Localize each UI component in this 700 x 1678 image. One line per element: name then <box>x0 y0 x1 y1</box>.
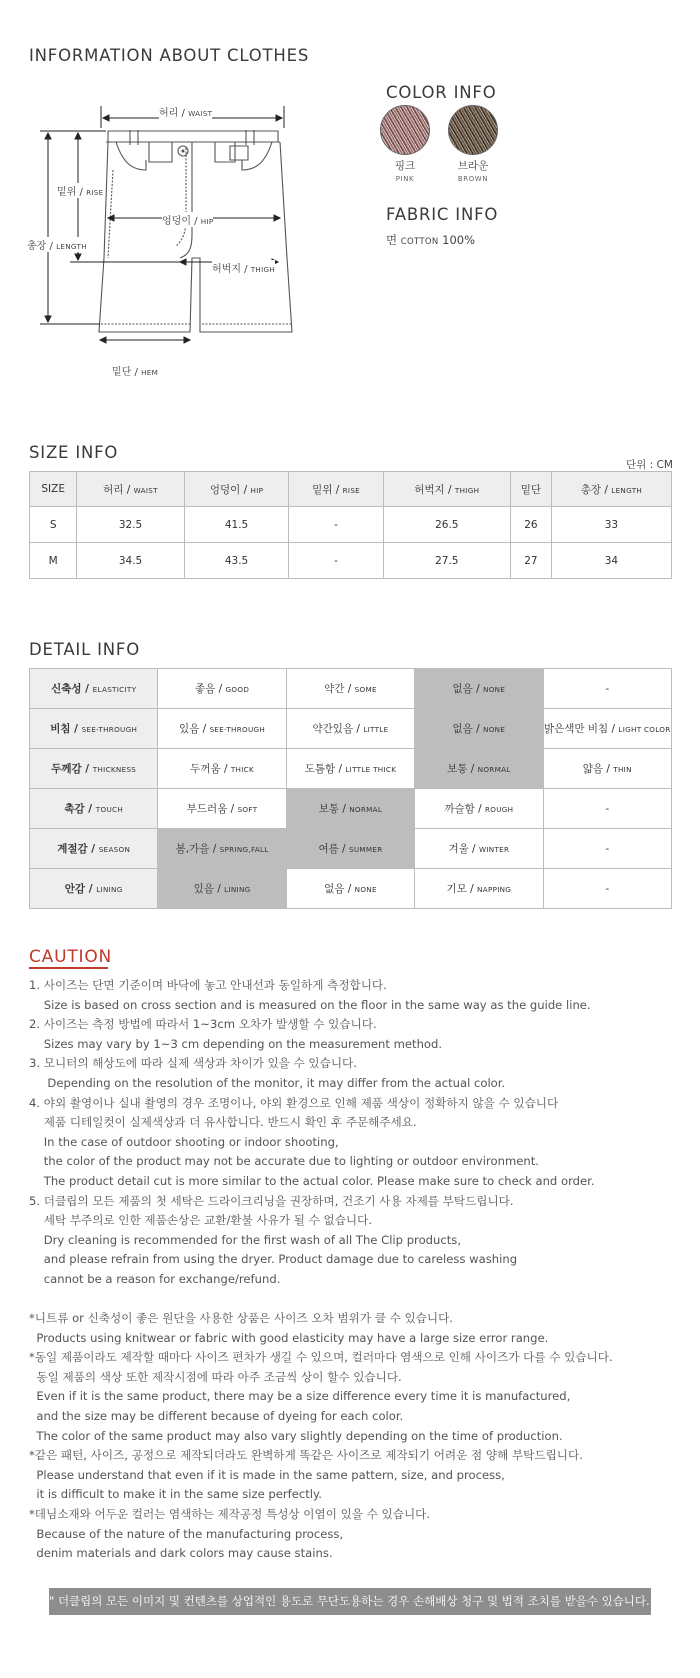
caution-line: Because of the nature of the manufacturing process, <box>29 1526 344 1541</box>
caution-line: 5. 더클립의 모든 제품의 첫 세탁은 드라이크리닝을 권장하며, 건조기 사용 자제를 부탁드립니다. <box>29 1193 514 1208</box>
size-cell: S <box>30 507 77 543</box>
color-sub: BROWN <box>457 175 489 183</box>
color-sub: PINK <box>395 175 415 183</box>
caution-line: *데님소재와 어두운 컬러는 염색하는 제작공정 특성상 이염이 있을 수 있습니다. <box>29 1507 431 1522</box>
table-row <box>30 829 672 869</box>
caution-line: 동일 제품의 색상 또한 제작시점에 따라 아주 조금씩 상이 할수 있습니다. <box>29 1369 402 1384</box>
waist-label: 허리 / WAIST <box>159 104 212 119</box>
detail-cell: 도톰함 / LITTLE THICK <box>286 749 414 789</box>
detail-cell: 좋음 / GOOD <box>158 669 286 709</box>
detail-cell: 부드러움 / SOFT <box>158 789 286 829</box>
info-title: INFORMATION ABOUT CLOTHES <box>29 46 310 65</box>
hem-label: 밑단 / HEM <box>112 367 159 378</box>
pink-swatch <box>380 105 430 155</box>
size-header-cell: 총장 / LENGTH <box>551 472 671 507</box>
caution-line: cannot be a reason for exchange/refund. <box>29 1271 281 1286</box>
size-cell: - <box>289 507 383 543</box>
color-name: 핑크 <box>394 160 416 172</box>
caution-line: *동일 제품이라도 제작할 때마다 사이즈 편차가 생길 수 있으며, 컬러마다 염색으로 인해 사이즈가 다를 수 있습니다. <box>29 1350 613 1365</box>
size-cell: - <box>289 543 383 579</box>
detail-cell: 까슬함 / ROUGH <box>415 789 543 829</box>
size-cell: M <box>30 543 77 579</box>
detail-cell: 있음 / SEE-THROUGH <box>158 709 286 749</box>
size-header-cell: 밑위 / RISE <box>289 472 383 507</box>
caution-line: *니트류 or 신축성이 좋은 원단을 사용한 상품은 사이즈 오차 범위가 클 수 있습니다. <box>29 1311 453 1326</box>
detail-cell: 두꺼움 / THICK <box>158 749 286 789</box>
brown-swatch <box>448 105 498 155</box>
caution-line: The color of the same product may also vary slightly depending on the time of production. <box>29 1428 563 1443</box>
detail-cell: 없음 / NONE <box>286 869 414 909</box>
detail-row-header: 촉감 / TOUCH <box>30 789 158 829</box>
table-row <box>30 543 672 579</box>
size-cell: 43.5 <box>184 543 289 579</box>
caution-line: 1. 사이즈는 단면 기준이며 바닥에 놓고 안내선과 동일하게 측정합니다. <box>29 978 387 992</box>
size-cell: 26 <box>510 507 551 543</box>
detail-cell: 없음 / NONE <box>415 669 543 709</box>
caution-line: 2. 사이즈는 측정 방법에 따라서 1~3cm 오차가 발생할 수 있습니다. <box>29 1017 377 1032</box>
detail-row-header: 안감 / LINING <box>30 869 158 909</box>
detail-cell: 없음 / NONE <box>415 709 543 749</box>
size-cell: 27.5 <box>383 543 510 579</box>
caution-text <box>29 976 613 1564</box>
caution-line: In the case of outdoor shooting or indoor shooting, <box>29 1134 339 1149</box>
size-cell: 27 <box>510 543 551 579</box>
table-row <box>30 669 672 709</box>
caution-line: denim materials and dark colors may cause stains. <box>29 1546 333 1561</box>
caution-title: CAUTION <box>29 947 113 967</box>
detail-cell: - <box>543 869 671 909</box>
caution-line: Products using knitwear or fabric with good elasticity may have a large size error range. <box>29 1330 549 1345</box>
caution-line <box>29 1290 613 1310</box>
detail-row-header: 두께감 / THICKNESS <box>30 749 158 789</box>
size-table-header <box>30 472 672 507</box>
detail-cell: 있음 / LINING <box>158 869 286 909</box>
size-table <box>29 471 672 579</box>
hip-label: 엉덩이 / HIP <box>162 212 213 227</box>
detail-cell: 봄,가을 / SPRING,FALL <box>158 829 286 869</box>
detail-cell: 약간있음 / LITTLE <box>286 709 414 749</box>
caution-line: Even if it is the same product, there may be a size difference every time it is manufactured, <box>29 1389 571 1404</box>
detail-cell: 약간 / SOME <box>286 669 414 709</box>
size-info-title: SIZE INFO <box>29 443 119 462</box>
caution-line: 3. 모니터의 해상도에 따라 실제 색상과 차이가 있을 수 있습니다. <box>29 1056 357 1071</box>
caution-line: Dry cleaning is recommended for the first wash of all The Clip products, <box>29 1232 462 1247</box>
detail-cell: - <box>543 669 671 709</box>
detail-cell: 얇음 / THIN <box>543 749 671 789</box>
detail-row-header: 계절감 / SEASON <box>30 829 158 869</box>
caution-line: 세탁 부주의로 인한 제품손상은 교환/환불 사유가 될 수 없습니다. <box>29 1213 373 1228</box>
size-header-cell: SIZE <box>30 472 77 507</box>
fabric-composition: 면 COTTON 100% <box>386 233 476 247</box>
detail-cell: - <box>543 829 671 869</box>
detail-cell: 보통 / NORMAL <box>415 749 543 789</box>
size-header-cell: 밑단 <box>510 472 551 507</box>
copyright-notice: " 더클립의 모든 이미지 및 컨텐츠를 상업적인 용도로 무단도용하는 경우 손해배상 청구 및 법적 조치를 받을수 있습니다. " <box>49 1588 651 1615</box>
table-row <box>30 749 672 789</box>
caution-line: and please refrain from using the dryer. Product damage due to careless washing <box>29 1252 518 1267</box>
detail-cell: 기모 / NAPPING <box>415 869 543 909</box>
size-cell: 33 <box>551 507 671 543</box>
caution-line: it is difficult to make it in the same size perfectly. <box>29 1487 322 1502</box>
caution-line: and the size may be different because of dyeing for each color. <box>29 1409 404 1424</box>
caution-line: The product detail cut is more similar to the actual color. Please make sure to check and order. <box>29 1173 595 1188</box>
detail-cell: 여름 / SUMMER <box>286 829 414 869</box>
size-unit: 단위 : CM <box>626 459 673 471</box>
caution-line: 4. 야외 촬영이나 실내 촬영의 경우 조명이나, 야외 환경으로 인해 제품 색상이 정확하지 않을 수 있습니다 <box>29 1095 559 1110</box>
caution-underline <box>29 967 108 969</box>
table-row <box>30 507 672 543</box>
detail-cell: 밝은색만 비침 / LIGHT COLOR <box>543 709 671 749</box>
caution-line: Size is based on cross section and is measured on the floor in the same way as the guide line. <box>29 997 591 1012</box>
detail-row-header: 비침 / SEE-THROUGH <box>30 709 158 749</box>
rise-label: 밑위 / RISE <box>57 183 103 198</box>
color-info-title: COLOR INFO <box>386 83 497 102</box>
size-cell: 34.5 <box>77 543 184 579</box>
detail-row-header: 신축성 / ELASTICITY <box>30 669 158 709</box>
size-header-cell: 엉덩이 / HIP <box>184 472 289 507</box>
caution-line: *같은 패턴, 사이즈, 공정으로 제작되더라도 완벽하게 똑같은 사이즈로 제작되기 어려운 점 양해 부탁드립니다. <box>29 1448 583 1463</box>
fabric-info-title: FABRIC INFO <box>386 205 499 224</box>
length-label: 총장 / LENGTH <box>27 237 87 252</box>
size-cell: 32.5 <box>77 507 184 543</box>
table-row <box>30 709 672 749</box>
caution-line: Sizes may vary by 1~3 cm depending on the measurement method. <box>29 1036 443 1051</box>
detail-cell: 겨울 / WINTER <box>415 829 543 869</box>
detail-table <box>29 668 672 909</box>
size-cell: 26.5 <box>383 507 510 543</box>
caution-line: the color of the product may not be accurate due to lighting or outdoor environment. <box>29 1154 539 1169</box>
detail-info-title: DETAIL INFO <box>29 640 141 659</box>
caution-line: Please understand that even if it is made in the same pattern, size, and process, <box>29 1467 505 1482</box>
size-header-cell: 허리 / WAIST <box>77 472 184 507</box>
size-header-cell: 허벅지 / THIGH <box>383 472 510 507</box>
table-row <box>30 789 672 829</box>
caution-line: 제품 디테일컷이 실제색상과 더 유사합니다. 반드시 확인 후 주문해주세요. <box>29 1115 417 1130</box>
size-cell: 34 <box>551 543 671 579</box>
size-cell: 41.5 <box>184 507 289 543</box>
thigh-label: 허벅지 / THIGH <box>212 260 275 275</box>
color-name: 브라운 <box>457 160 489 172</box>
detail-cell: 보통 / NORMAL <box>286 789 414 829</box>
table-row <box>30 869 672 909</box>
detail-cell: - <box>543 789 671 829</box>
caution-line: Depending on the resolution of the monitor, it may differ from the actual color. <box>29 1075 506 1090</box>
